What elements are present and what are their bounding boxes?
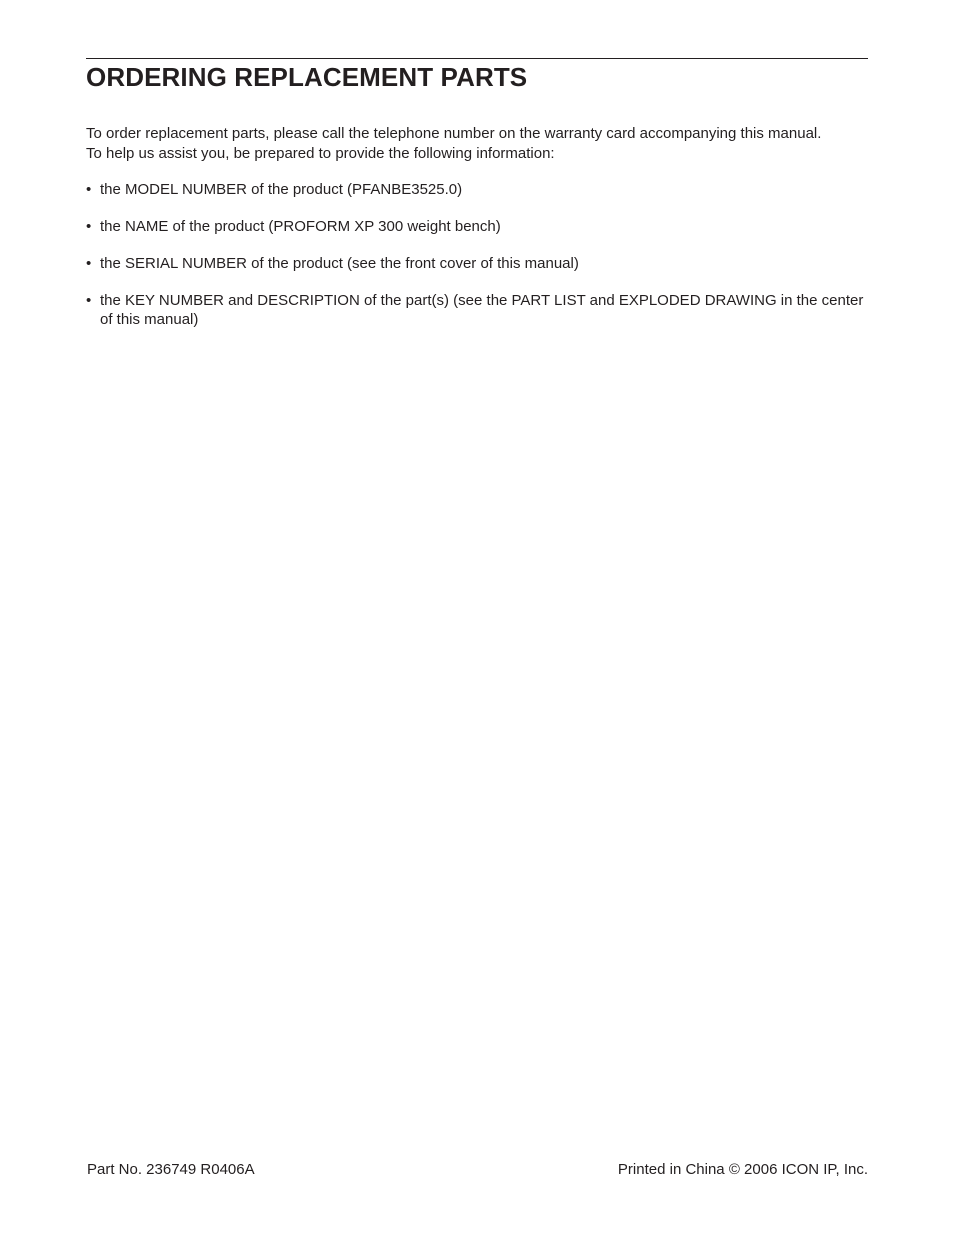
bullet-icon: • <box>86 255 92 272</box>
list-item-name <box>86 217 868 236</box>
list-item-model-number <box>86 180 868 199</box>
bullet-icon: • <box>86 292 92 309</box>
page-title: ORDERING REPLACEMENT PARTS <box>86 62 528 92</box>
list-item-text: the SERIAL NUMBER of the product (see the front cover of this manual) <box>100 255 579 272</box>
list-item-text: the KEY NUMBER and DESCRIPTION of the part(s) (see the PART LIST and EXPLODED DRAWING in the center of this manual) <box>100 292 864 328</box>
intro-line-1: To order replacement parts, please call the telephone number on the warranty card accompanying this manual. <box>86 125 822 142</box>
footer-part-number: Part No. 236749 R0406A <box>87 1161 255 1178</box>
list-item-serial-number <box>86 254 868 273</box>
list-item-key-number <box>86 291 868 329</box>
intro-paragraph <box>86 124 876 163</box>
bullet-icon: • <box>86 181 92 198</box>
list-item-text: the MODEL NUMBER of the product (PFANBE3525.0) <box>100 181 463 198</box>
footer-copyright: Printed in China © 2006 ICON IP, Inc. <box>617 1161 868 1178</box>
header-rule <box>86 58 868 59</box>
information-list <box>86 180 868 347</box>
list-item-text: the NAME of the product (PROFORM XP 300 weight bench) <box>100 218 501 235</box>
bullet-icon: • <box>86 218 92 235</box>
intro-line-2: To help us assist you, be prepared to provide the following information: <box>86 144 555 162</box>
